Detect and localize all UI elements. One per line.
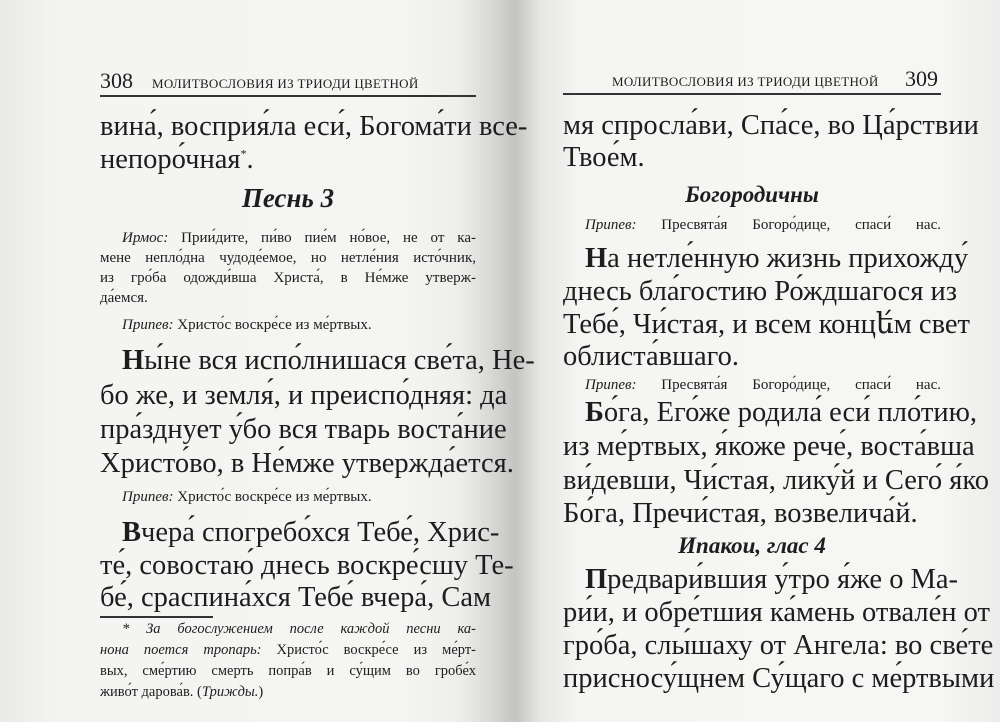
text-line: Тебе́, Чи́стая, и всем концե́м свет [563,309,970,340]
footnote-rule [100,616,213,618]
text: ы́не вся испо́лнишася све́та, Не- [144,345,535,376]
text-line: ви́девши, Чи́стая, лику́й и Сего́ я́ко [563,465,990,496]
text-line: те́, совостаю́ днесь воскре́сшу Те- [100,550,514,581]
text: живо́т дарова́в. ( [100,684,202,700]
footnote-line [100,682,476,703]
text: ) [258,684,264,700]
text: Прии́дите, пи́во пие́м но́вое, не от ка- [168,230,476,246]
section-heading: Богородичны [685,182,819,207]
refrain-label: Припев: [122,489,174,505]
initial-letter: Н [122,345,145,376]
text-line: Бо́га, Пречи́стая, возвелича́й. [563,498,918,529]
initial-letter: Б [585,397,604,428]
text-line [122,517,500,549]
text-line [585,397,977,429]
text: о́га, Его́же родила́ еси́ пло́тию, [603,397,977,428]
text-line [122,345,535,377]
irmos-line: мене непло́дна чудоде́емое, но нетле́ния исто́чник, [100,250,476,266]
text-line: из ме́ртвых, я́коже рече́, воста́вша [563,431,975,462]
text: а нетле́нную жизнь прихожду́ [607,243,969,274]
refrain-text: Христо́с воскре́се из ме́ртвых. [173,489,372,505]
text: непоро́чная [100,144,241,175]
header-rule [100,95,476,97]
refrain [122,487,476,507]
initial-letter: Н [585,243,608,274]
footnote-line: * За богослужением после каждой песни ка- [122,621,476,637]
text: чера́ спогребо́хся Тебе́, Хрис- [141,517,500,548]
initial-letter: В [122,517,142,548]
refrain-text: Христо́с воскре́се из ме́ртвых. [173,317,372,333]
page-number: 308 [100,68,133,93]
footnote-line [100,640,476,661]
irmos-line: из гро́ба одожди́вша Христа́, в Не́мже утверж- [100,270,476,286]
refrain-text: Пресвята́я Богоро́дице, спаси́ нас. [636,377,941,393]
text-line [585,243,969,275]
text-line: вина́, восприя́ла еси́, Богома́ти все- [100,111,528,142]
refrain-label: Припев: [585,217,637,233]
section-heading: Песнь 3 [241,183,335,213]
text-line: бе́, сраспина́хся Тебе́ вчера́, Сам [100,582,492,613]
text-line: непоро́чная*. [100,144,254,175]
initial-letter: П [585,564,608,595]
footnote-line: вых, сме́ртию смерть попра́в и су́щим во гробе́х [100,663,476,679]
header-rule [563,93,941,95]
text-line: мя спросла́ви, Спа́се, во Ца́рствии [563,110,979,141]
text-line: облиста́вшаго. [563,341,740,372]
text-line: присносу́щнем Су́щаго с ме́ртвыми [563,663,995,694]
text-line: ри́и, и обре́тшия ка́мень отвале́н от [563,597,990,628]
text: нона поется тропарь: [100,642,262,658]
text-line: гро́ба, слы́шаху от Ангела: во све́те [563,630,994,661]
text-line: бо же, и земля́, и преиспо́дняя: да [100,380,508,411]
page-number: 309 [905,66,938,91]
refrain [585,215,941,235]
refrain [122,315,476,335]
text-line: Твое́м. [563,142,645,173]
running-head: МОЛИТВОСЛОВИЯ ИЗ ТРИОДИ ЦВЕТНОЙ [152,76,419,91]
refrain-label: Припев: [585,377,637,393]
footnote-mark: * [240,146,247,161]
irmos-line: да́емся. [100,290,148,306]
text-line: днесь бла́гостию Ро́ждшагося из [563,276,958,307]
text: редвари́вшия у́тро я́же о Ма- [607,564,959,595]
refrain-text: Пресвята́я Богоро́дице, спаси́ нас. [636,217,941,233]
text: Трижды. [201,684,259,700]
text-line: пра́зднует у́бо вся тварь воста́ние [100,414,507,445]
running-head: МОЛИТВОСЛОВИЯ ИЗ ТРИОДИ ЦВЕТНОЙ [612,74,879,89]
section-heading: Ипакои, глас 4 [678,533,826,558]
refrain [585,375,941,395]
text: Христо́с воскре́се из ме́рт- [261,642,476,658]
text-line [585,564,959,596]
refrain-label: Припев: [122,317,174,333]
irmos-line [122,228,476,248]
text-line: Христо́во, в Не́мже утвержда́ется. [100,448,514,479]
irmos-label: Ирмос: [122,230,169,246]
